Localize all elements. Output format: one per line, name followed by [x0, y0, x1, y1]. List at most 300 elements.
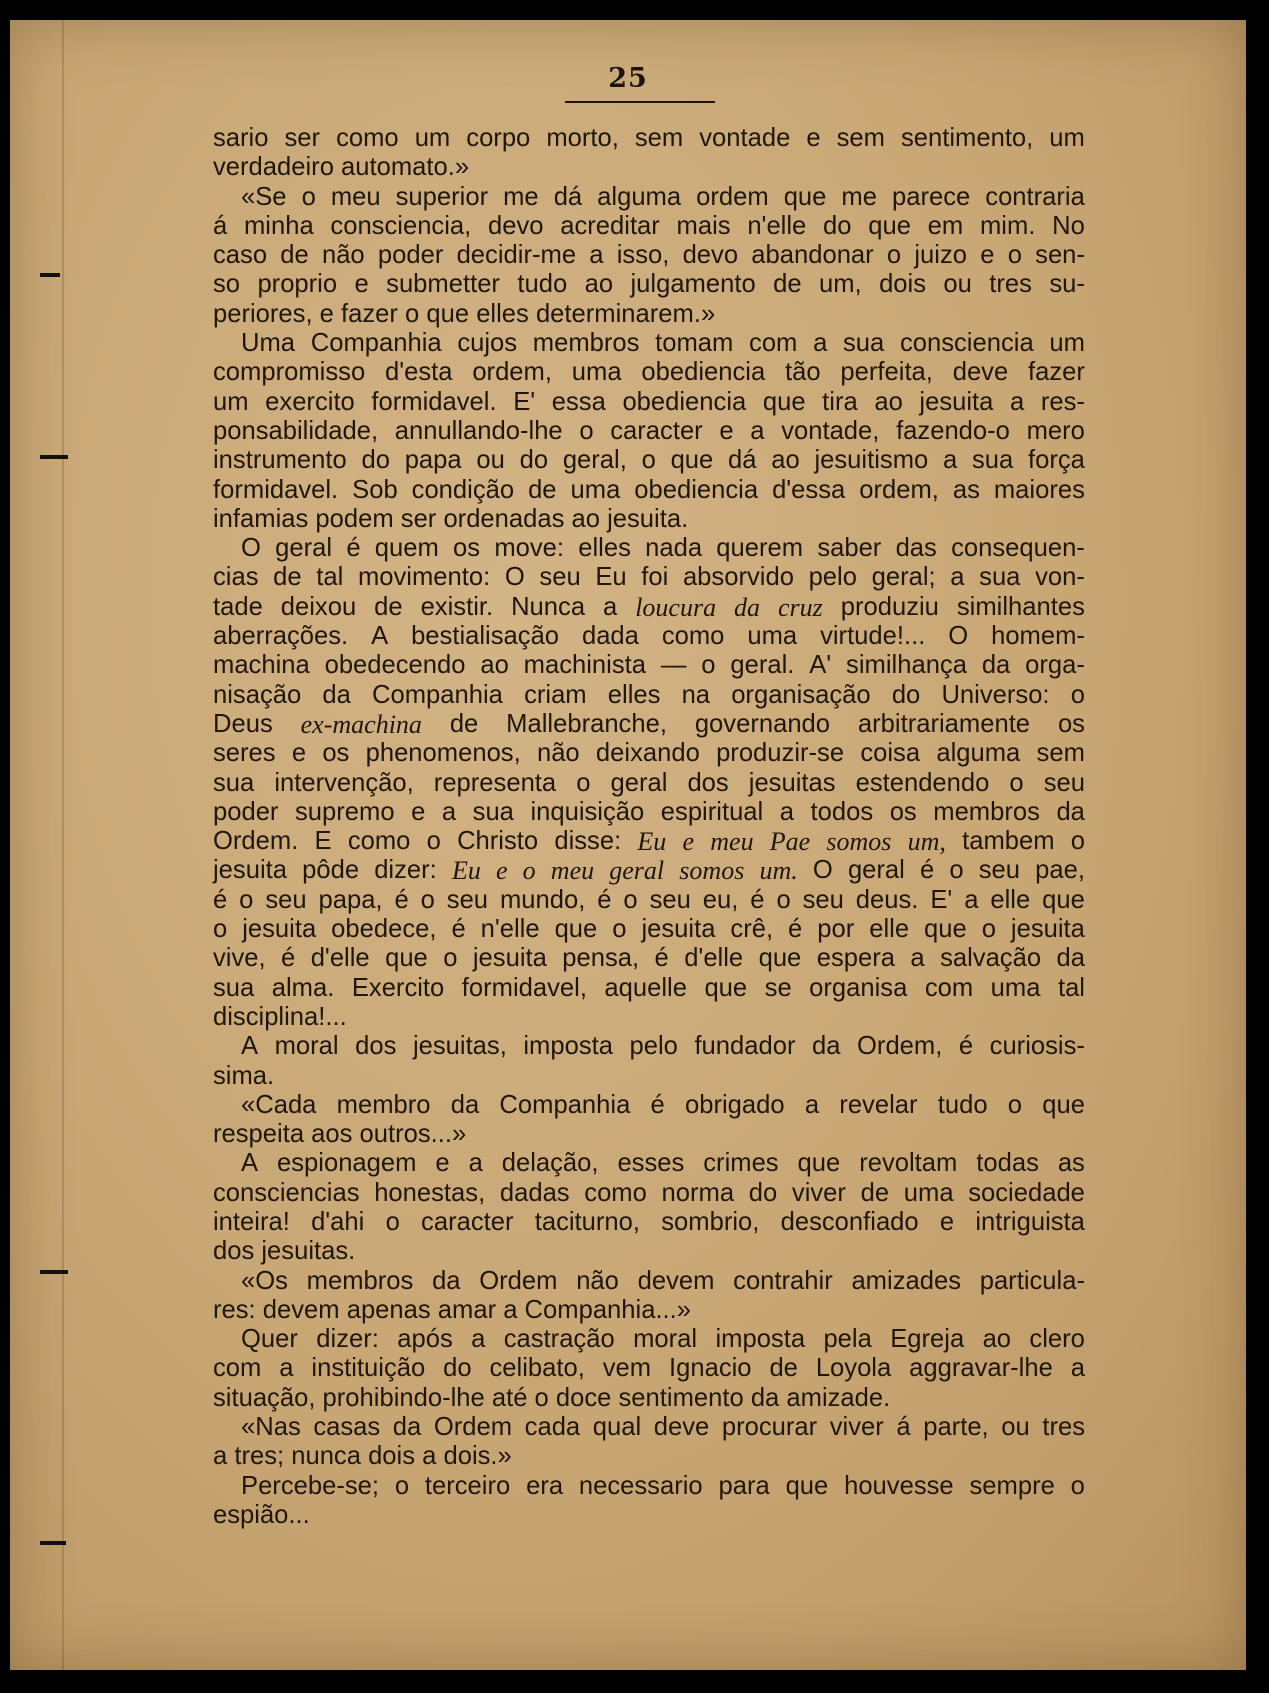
- word: abandonar: [751, 241, 874, 270]
- text-line: [213, 798, 1085, 827]
- word: minha: [243, 211, 314, 240]
- word: obediencia: [641, 358, 766, 387]
- word: pelo: [808, 563, 857, 592]
- word: sario: [213, 124, 269, 152]
- word: não: [536, 739, 580, 768]
- word: poder: [213, 797, 279, 826]
- word: d'elle: [310, 944, 370, 973]
- text-line: [213, 1032, 1085, 1061]
- word: como: [661, 622, 725, 651]
- word: mero: [1026, 416, 1085, 445]
- text-line: [213, 505, 1085, 534]
- word: o: [301, 182, 316, 211]
- word: o: [1009, 768, 1024, 797]
- word: um.: [759, 856, 798, 886]
- word: norma: [661, 1178, 735, 1207]
- text-line: [213, 124, 1085, 153]
- word: membros: [933, 797, 1040, 826]
- word: deve: [653, 1413, 710, 1442]
- word: é: [597, 885, 612, 914]
- word: é: [650, 1090, 665, 1119]
- word: revoltam: [859, 1149, 958, 1178]
- word: os: [322, 739, 350, 768]
- text-line: [213, 1442, 1085, 1471]
- text-segment: respeita aos outros...»: [213, 1120, 467, 1149]
- text-line: [213, 915, 1085, 944]
- word: da: [734, 592, 761, 622]
- word: mais: [676, 211, 731, 240]
- word: devem: [637, 1266, 715, 1295]
- word: a: [804, 1090, 820, 1119]
- word: tal: [316, 563, 344, 592]
- word: querem: [716, 534, 804, 563]
- word: do: [519, 446, 549, 475]
- word: com: [924, 973, 974, 1002]
- word: Ordem: [433, 1413, 513, 1442]
- word: o: [1070, 1471, 1085, 1500]
- word: dá: [728, 446, 757, 475]
- word: a: [964, 885, 979, 914]
- word: membros: [306, 1266, 414, 1295]
- word: caracter: [610, 416, 703, 445]
- word: de: [374, 592, 403, 621]
- word: Sob: [352, 475, 398, 504]
- word: com: [213, 1354, 262, 1383]
- word: viver: [829, 1413, 884, 1442]
- word: instituição: [311, 1354, 426, 1383]
- word: proprio: [257, 270, 338, 299]
- text-line: [213, 388, 1085, 417]
- word: cias: [213, 563, 259, 592]
- word: Quer: [241, 1325, 298, 1354]
- word: dos: [355, 1032, 397, 1061]
- word: A: [241, 1032, 259, 1061]
- word: e: [980, 241, 995, 270]
- word: alma.: [271, 973, 335, 1002]
- word: um,: [907, 827, 946, 857]
- word: o: [701, 651, 716, 680]
- margin-mark: [40, 1541, 66, 1545]
- word: Companhia: [310, 329, 442, 358]
- word: aggravar-lhe: [909, 1354, 1053, 1383]
- word: «Cada: [241, 1090, 317, 1119]
- word: a: [1070, 1354, 1085, 1383]
- word: somos: [679, 856, 745, 886]
- word: consciencias: [213, 1178, 360, 1207]
- word: aberrações.: [213, 622, 349, 651]
- text-segment: verdadeiro automato.»: [213, 153, 470, 182]
- word: ex-machina: [300, 709, 422, 739]
- word: obrigado: [685, 1090, 785, 1119]
- text-line: [213, 563, 1085, 592]
- word: que: [868, 211, 911, 240]
- word: seu: [539, 563, 581, 592]
- word: com: [749, 329, 798, 358]
- text-line: [213, 944, 1085, 973]
- margin-mark: [40, 1270, 68, 1274]
- word: é: [394, 885, 409, 914]
- word: alguma: [597, 182, 682, 211]
- word: uma: [571, 358, 622, 387]
- word: a: [943, 446, 958, 475]
- word: como: [584, 1178, 647, 1207]
- word: d'ahi: [311, 1207, 365, 1236]
- word: moral: [633, 1325, 698, 1354]
- word: as: [952, 475, 980, 504]
- text-line: [213, 1062, 1085, 1091]
- word: isso,: [616, 241, 670, 270]
- word: do: [823, 211, 852, 240]
- word: houvesse: [844, 1471, 954, 1500]
- text-line: [213, 1120, 1085, 1149]
- word: No: [1052, 211, 1085, 240]
- word: intervenção,: [274, 768, 414, 797]
- word: meu: [330, 182, 381, 211]
- word: parte,: [923, 1413, 989, 1442]
- word: Ordem.: [213, 827, 299, 856]
- word: A: [241, 1149, 259, 1178]
- word: que: [783, 182, 827, 211]
- word: após: [397, 1325, 453, 1354]
- word: a: [279, 1354, 294, 1383]
- word: amizades: [851, 1266, 961, 1295]
- word: espionagem: [277, 1149, 417, 1178]
- word: tão: [785, 358, 821, 387]
- word: a: [589, 241, 604, 270]
- word: o: [1007, 1090, 1023, 1119]
- text-segment: espião...: [213, 1500, 310, 1529]
- word: eu,: [702, 885, 739, 914]
- margin-marks: [10, 20, 110, 1670]
- word: existir.: [420, 592, 494, 621]
- text-line: [213, 534, 1085, 563]
- text-line: [213, 1413, 1085, 1442]
- word: inteira!: [213, 1207, 290, 1236]
- word: o: [1007, 241, 1022, 270]
- word: d'elle: [684, 944, 744, 973]
- word: particula-: [979, 1266, 1085, 1295]
- word: vive,: [213, 944, 266, 973]
- word: é: [788, 915, 803, 944]
- word: obedece,: [331, 915, 437, 944]
- word: dá: [553, 182, 583, 211]
- word: terceiro: [424, 1471, 511, 1500]
- word: parece: [892, 182, 971, 211]
- word: do: [748, 1178, 778, 1207]
- word: sombrio,: [661, 1207, 760, 1236]
- word: o: [576, 768, 591, 797]
- word: geral: [610, 768, 668, 797]
- word: tres: [989, 270, 1032, 299]
- word: pôde: [302, 856, 360, 885]
- word: sua: [213, 768, 255, 797]
- word: produziu: [840, 592, 939, 621]
- word: ordem,: [859, 475, 939, 504]
- word: elle: [990, 885, 1031, 914]
- word: o: [1070, 680, 1085, 709]
- word: organisação: [731, 680, 871, 709]
- word: da: [432, 1266, 461, 1295]
- word: uma: [747, 622, 798, 651]
- word: e: [719, 416, 734, 445]
- word: seu: [978, 856, 1021, 885]
- word: é: [654, 944, 669, 973]
- word: a: [910, 944, 925, 973]
- word: e: [354, 270, 369, 299]
- word: seu: [265, 885, 307, 914]
- word: força: [1028, 446, 1085, 475]
- word: sua: [472, 797, 514, 826]
- word: que: [554, 915, 598, 944]
- word: «Nas: [241, 1413, 301, 1442]
- word: jesuita: [242, 915, 317, 944]
- word: d'esta: [385, 358, 453, 387]
- word: sua: [843, 329, 885, 358]
- text-line: [213, 974, 1085, 1003]
- text-line: [213, 1296, 1085, 1325]
- word: vem: [602, 1354, 652, 1383]
- word: ordem,: [472, 358, 552, 387]
- word: devo: [682, 241, 739, 270]
- word: obediencia: [634, 475, 759, 504]
- word: o: [426, 827, 441, 856]
- word: da: [1056, 944, 1085, 973]
- text-line: [213, 1472, 1085, 1501]
- word: sociedade: [968, 1178, 1085, 1207]
- word: acreditar: [560, 211, 660, 240]
- word: homem-: [991, 622, 1085, 651]
- word: ao: [874, 387, 903, 416]
- word: jesuita: [919, 387, 994, 416]
- word: ponsabilidade,: [213, 416, 379, 445]
- word: crimes: [703, 1149, 779, 1178]
- word: perfeita,: [840, 358, 933, 387]
- word: elle: [869, 915, 910, 944]
- word: sua: [979, 563, 1021, 592]
- word: ordem: [696, 182, 769, 211]
- word: moral: [274, 1032, 339, 1061]
- word: jesuitas: [748, 768, 836, 797]
- word: arbitrariamente: [857, 709, 1031, 738]
- word: deixando: [595, 739, 700, 768]
- word: um: [1049, 124, 1085, 152]
- word: submetter: [386, 270, 500, 299]
- word: taciturno,: [534, 1207, 641, 1236]
- word: devo: [488, 211, 544, 240]
- word: poder: [377, 241, 444, 270]
- word: fundador: [694, 1032, 796, 1061]
- word: que: [1042, 885, 1085, 914]
- word: não: [576, 1266, 619, 1295]
- word: era: [526, 1471, 564, 1500]
- word: consciencia: [899, 329, 1034, 358]
- word: de: [449, 709, 479, 738]
- word: qual: [592, 1413, 642, 1442]
- word: seu: [802, 885, 844, 914]
- word: fazendo-o: [896, 416, 1010, 445]
- word: é: [451, 915, 466, 944]
- word: orga-: [1025, 651, 1085, 680]
- word: dos: [687, 768, 729, 797]
- word: e: [806, 124, 821, 152]
- word: sem: [836, 124, 885, 152]
- word: clero: [1029, 1325, 1085, 1354]
- word: tira: [822, 387, 858, 416]
- text-line: [213, 446, 1085, 475]
- text-line: [213, 1354, 1085, 1383]
- word: e: [291, 739, 307, 768]
- word: papa,: [318, 885, 383, 914]
- word: de: [773, 270, 802, 299]
- text-line: [213, 241, 1085, 270]
- text-line: [213, 1501, 1085, 1530]
- word: é: [958, 1032, 974, 1061]
- word: espera: [816, 944, 895, 973]
- word: celibato,: [489, 1354, 585, 1383]
- word: formidavel,: [461, 973, 587, 1002]
- word: da: [1056, 797, 1085, 826]
- word: meu: [710, 827, 754, 857]
- word: não: [321, 241, 365, 270]
- word: foi: [641, 563, 669, 592]
- word: annullando-lhe: [394, 416, 563, 445]
- text-segment: res: devem apenas amar a Companhia...»: [213, 1295, 692, 1324]
- word: A: [371, 622, 389, 651]
- word: O: [504, 563, 525, 592]
- word: Eu: [451, 856, 481, 886]
- text-line: [213, 1003, 1085, 1032]
- word: geral;: [871, 563, 936, 592]
- word: da: [812, 1032, 841, 1061]
- word: dizer:: [374, 856, 437, 885]
- word: seres: [213, 739, 276, 768]
- word: de: [860, 1178, 890, 1207]
- word: que: [785, 1471, 829, 1500]
- word: phenomenos,: [365, 739, 521, 768]
- word: imposta: [715, 1325, 806, 1354]
- word: é: [750, 885, 765, 914]
- word: e: [939, 1207, 955, 1236]
- word: me: [841, 182, 877, 211]
- word: Ordem,: [857, 1032, 943, 1061]
- word: obediencia: [622, 387, 747, 416]
- word: se: [764, 973, 792, 1002]
- word: A': [809, 651, 832, 680]
- word: jesuita: [472, 944, 547, 973]
- word: ao: [480, 651, 509, 680]
- word: pela: [823, 1325, 872, 1354]
- word: decidir-me: [456, 241, 577, 270]
- word: salvação: [940, 944, 1042, 973]
- word: formidavel.: [213, 475, 339, 504]
- word: e: [495, 856, 508, 886]
- word: ao: [982, 1325, 1012, 1354]
- word: os: [889, 797, 917, 826]
- word: Universo:: [941, 680, 1050, 709]
- text-segment: situação, prohibindo-lhe até o doce sentimento da amizade.: [213, 1383, 891, 1412]
- word: Christo: [457, 827, 539, 856]
- word: consciencia,: [330, 211, 472, 240]
- word: o: [776, 885, 791, 914]
- word: Companhia: [372, 680, 503, 709]
- word: geral: [847, 856, 905, 885]
- text-line: [213, 710, 1085, 739]
- word: honestas,: [374, 1178, 486, 1207]
- word: similhantes: [956, 592, 1085, 621]
- word: é: [213, 885, 228, 914]
- word: virtude!...: [820, 622, 926, 651]
- word: a: [468, 1149, 483, 1178]
- word: cujos: [457, 329, 518, 358]
- word: sem: [1036, 739, 1085, 768]
- word: o: [443, 944, 458, 973]
- word: de: [528, 475, 557, 504]
- text-line: [213, 622, 1085, 651]
- word: jesuita: [213, 856, 287, 885]
- word: Loyola: [815, 1354, 892, 1383]
- word: um: [213, 387, 249, 416]
- text-line: [213, 1149, 1085, 1178]
- word: d'essa: [772, 475, 846, 504]
- margin-mark: [40, 273, 60, 277]
- word: de: [273, 563, 302, 592]
- word: morto,: [546, 124, 619, 152]
- word: E': [930, 885, 953, 914]
- word: de: [280, 241, 309, 270]
- word: pensa,: [562, 944, 640, 973]
- word: Egreja: [890, 1325, 965, 1354]
- text-line: [213, 1267, 1085, 1296]
- text-line: [213, 1179, 1085, 1208]
- word: revelar: [839, 1090, 918, 1119]
- text-line: [213, 651, 1085, 680]
- word: machinista: [523, 651, 646, 680]
- word: á: [213, 211, 228, 240]
- word: dois: [879, 270, 927, 299]
- word: saber: [817, 534, 882, 563]
- word: da: [322, 680, 351, 709]
- word: geral: [609, 856, 665, 886]
- word: uma: [990, 973, 1041, 1002]
- word: nada: [645, 534, 703, 563]
- word: a: [779, 797, 794, 826]
- word: sua: [213, 973, 255, 1002]
- word: que: [1042, 1090, 1085, 1119]
- text-segment: disciplina!...: [213, 1002, 347, 1031]
- word: o: [886, 241, 902, 270]
- word: tal: [1057, 973, 1085, 1002]
- word: seu: [649, 885, 691, 914]
- word: Companhia: [499, 1090, 631, 1119]
- word: O: [241, 534, 261, 563]
- word: que: [758, 944, 802, 973]
- word: Uma: [241, 329, 296, 358]
- text-line: [213, 183, 1085, 212]
- word: condição: [411, 475, 515, 504]
- word: aquelle: [604, 973, 687, 1002]
- word: tudo: [937, 1090, 988, 1119]
- word: «Os: [241, 1266, 288, 1295]
- word: corpo: [466, 124, 531, 152]
- word: Percebe-se;: [241, 1471, 379, 1500]
- word: pae,: [1035, 856, 1085, 885]
- word: move:: [494, 534, 565, 563]
- word: ser: [284, 124, 321, 152]
- word: todos: [810, 797, 874, 826]
- word: cada: [524, 1413, 581, 1442]
- text-line: [213, 856, 1085, 885]
- text-line: [213, 329, 1085, 358]
